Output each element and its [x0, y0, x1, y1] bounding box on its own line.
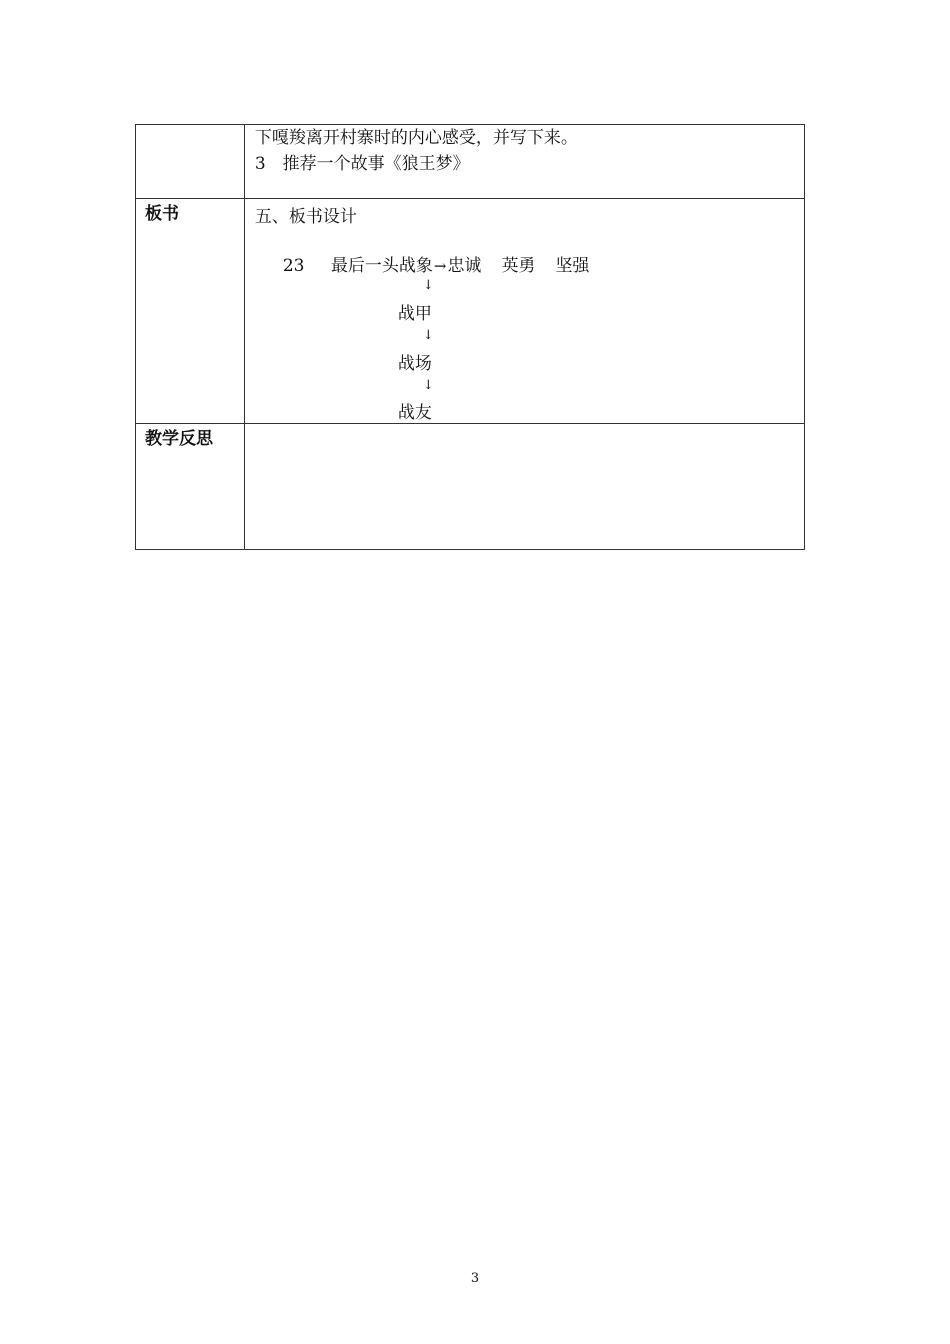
- lesson-plan-table: [135, 124, 805, 550]
- table-row: [136, 199, 805, 424]
- table-row: [136, 424, 805, 550]
- chain-item: 战场: [397, 354, 432, 374]
- row-label-cell: [136, 199, 245, 424]
- table-row: [136, 125, 805, 199]
- row-content-cell: [244, 125, 804, 199]
- board-design: [245, 199, 804, 423]
- reflection-cell: [244, 424, 804, 550]
- board-main-line: [283, 251, 590, 276]
- chain-item: 战甲: [397, 304, 432, 324]
- down-arrow-icon: ↓: [422, 278, 434, 293]
- quality-item: 坚强: [555, 256, 590, 276]
- activity-text-line: 3 推荐一个故事《狼王梦》: [254, 154, 470, 174]
- page-number: 3: [470, 1271, 480, 1286]
- down-arrow-icon: ↓: [422, 378, 434, 393]
- quality-item: 英勇: [501, 256, 536, 276]
- lesson-title: 最后一头战象: [330, 256, 433, 276]
- lesson-number: 23: [282, 256, 305, 276]
- row-label: [136, 125, 244, 129]
- board-label: 板书: [145, 204, 179, 224]
- row-label-cell: [136, 424, 245, 550]
- row-label-cell: [136, 125, 245, 199]
- board-design-cell: [244, 199, 804, 424]
- board-heading: 五、板书设计: [254, 207, 357, 227]
- reflection-label: 教学反思: [145, 429, 213, 449]
- down-arrow-icon: ↓: [422, 328, 434, 343]
- activity-text-line: 下嘎羧离开村寨时的内心感受，并写下来。: [254, 128, 578, 148]
- quality-item: 忠诚: [447, 256, 482, 276]
- right-arrow-icon: →: [433, 257, 447, 275]
- chain-item: 战友: [397, 403, 432, 423]
